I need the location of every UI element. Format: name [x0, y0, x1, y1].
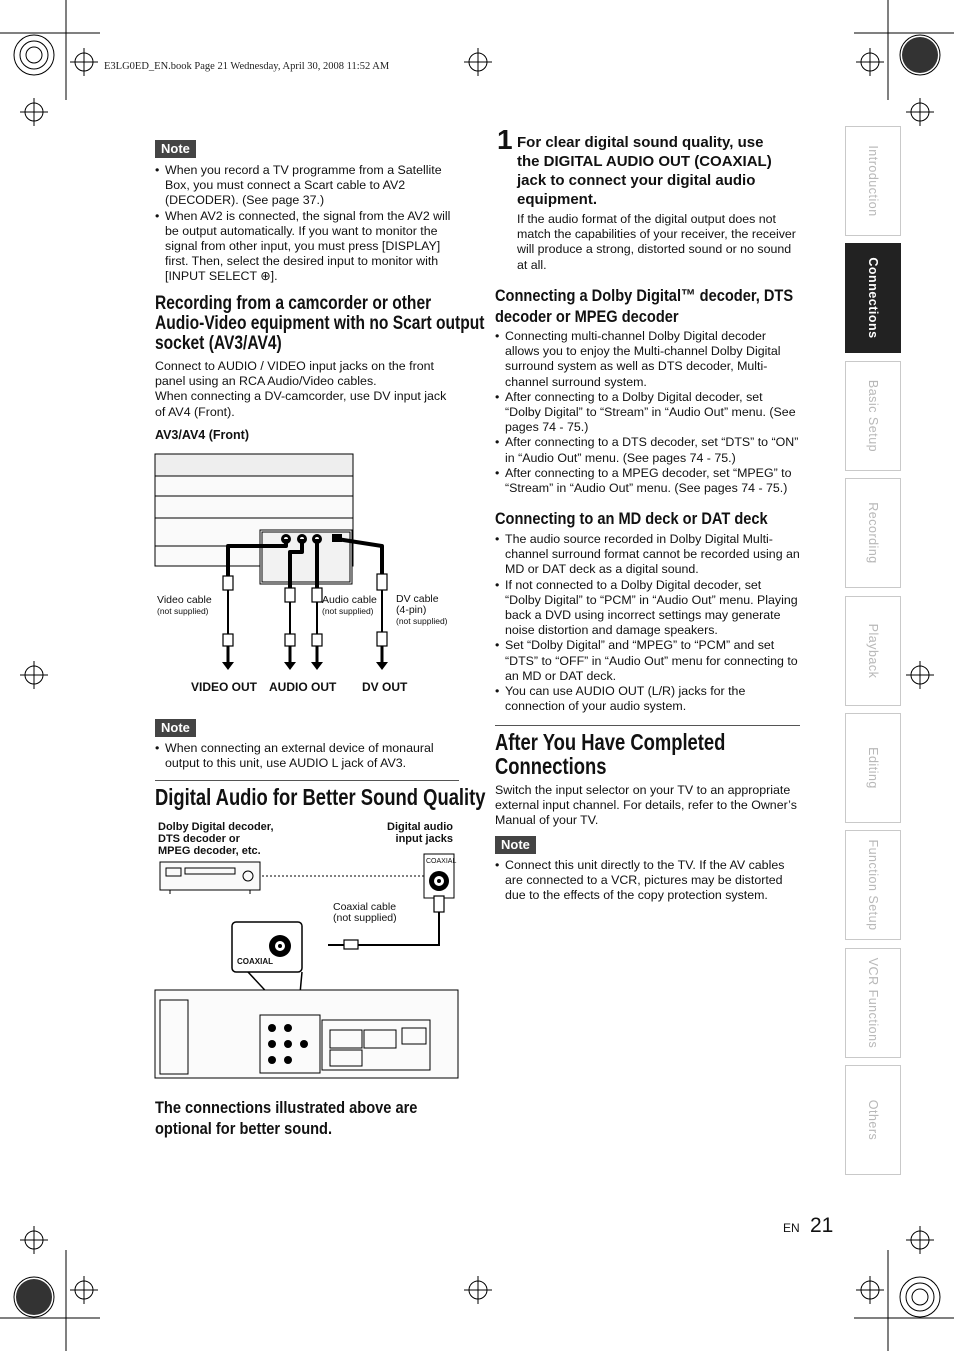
note-label: Note: [495, 836, 536, 854]
note-list: [495, 858, 800, 904]
front-panel-diagram: [150, 448, 460, 670]
list-item: • After connecting to a Dolby Digital decoder, set “Dolby Digital” to “Stream” in “Audio Out” menu. (See pages 74 - 75.): [495, 390, 800, 436]
list-item: • Set “Dolby Digital” and “MPEG” to “PCM” and set “DTS” to “OFF” in “Audio Out” menu for connecting to an MD or DAT deck.: [495, 638, 800, 684]
divider: [495, 725, 800, 726]
coaxial-jack-label: COAXIAL: [237, 957, 273, 966]
tab-others[interactable]: Others: [845, 1065, 901, 1175]
audio-out-label: AUDIO OUT: [269, 680, 337, 694]
list-item: • The audio source recorded in Dolby Digital Multi-channel surround format cannot be recorded using an MD or DAT deck as a digital sound.: [495, 532, 800, 578]
note-item: • When connecting an external device of monaural output to this unit, use AUDIO L jack of AV3.: [155, 741, 460, 771]
step-body: If the audio format of the digital output does not match the capabilities of your receiver, the receiver will produce a strong, distorted sound or no sound at all.: [517, 212, 796, 272]
step-number: 1: [497, 124, 513, 155]
note-1: [155, 140, 460, 285]
note-label: Note: [155, 140, 196, 158]
tab-vcr-functions[interactable]: VCR Functions: [845, 948, 901, 1058]
camcorder-body: Connect to AUDIO / VIDEO input jacks on the front panel using an RCA Audio/Video cables. When connecting a DV-camcorder, use DV input jack of AV4 (Front).: [155, 359, 447, 419]
tab-introduction[interactable]: Introduction: [845, 126, 901, 236]
print-header: E3LG0ED_EN.book Page 21 Wednesday, April 30, 2008 11:52 AM: [104, 61, 390, 72]
after-body: Switch the input selector on your TV to an appropriate external input channel. For details, refer to the Owner’s Manual of your TV.: [495, 783, 797, 828]
tab-recording[interactable]: Recording: [845, 478, 901, 588]
coaxial-small-label: COAXIAL: [426, 858, 457, 865]
dv-cable-label: DV cable (4-pin) (not supplied): [396, 593, 448, 626]
note-label: Note: [155, 719, 196, 737]
note-list: [155, 163, 460, 285]
audio-cable-label: Audio cable (not supplied): [322, 594, 377, 616]
decoder-device-label: Dolby Digital decoder, DTS decoder or MPEG decoder, etc.: [158, 821, 274, 857]
step-title: For clear digital sound quality, use the DIGITAL AUDIO OUT (COAXIAL) jack to connect your digital audio equipment.: [517, 134, 772, 208]
note-2: [155, 719, 460, 771]
tab-editing[interactable]: Editing: [845, 713, 901, 823]
optional-note: The connections illustrated above are optional for better sound.: [155, 1098, 418, 1138]
dv-out-label: DV OUT: [362, 680, 408, 694]
note-3: [495, 836, 800, 904]
after-title: After You Have Completed Connections: [495, 729, 726, 779]
tab-basic-setup[interactable]: Basic Setup: [845, 361, 901, 471]
divider: [155, 780, 459, 781]
section-title-camcorder: Recording from a camcorder or other Audio-Video equipment with no Scart output socket (AV3/AV4): [155, 293, 485, 354]
page-number: 21: [810, 1214, 834, 1237]
dolby-list: [495, 329, 800, 496]
note-item: • When AV2 is connected, the signal from the AV2 will be output automatically. If you want to monitor the signal from other input, you must press [DISPLAY] first. Then, select the desired input to monitor with [INPUT SELECT ⊕].: [155, 209, 460, 285]
section-title-digital-audio: Digital Audio for Better Sound Quality: [155, 784, 486, 810]
list-item: • You can use AUDIO OUT (L/R) jacks for the connection of your audio system.: [495, 684, 800, 714]
note-list: [155, 741, 460, 771]
md-list: [495, 532, 800, 714]
tab-function-setup[interactable]: Function Setup: [845, 830, 901, 940]
coaxial-cable-label: Coaxial cable (not supplied): [333, 901, 397, 924]
note-item: • Connect this unit directly to the TV. If the AV cables are connected to a VCR, pictures may be distorted due to the effects of the copy protection system.: [495, 858, 800, 904]
note-item: • When you record a TV programme from a Satellite Box, you must connect a Scart cable to AV2 (DECODER). (See page 37.): [155, 163, 460, 209]
list-item: • Connecting multi-channel Dolby Digital decoder allows you to enjoy the Multi-channel Dolby Digital surround system as well as DTS decoder, Multi-channel surround system.: [495, 329, 800, 390]
tab-playback[interactable]: Playback: [845, 596, 901, 706]
fig-title-av34: AV3/AV4 (Front): [155, 428, 249, 442]
coaxial-diagram: [150, 850, 460, 1082]
video-cable-label: Video cable (not supplied): [157, 594, 212, 616]
dolby-title: Connecting a Dolby Digital™ decoder, DTS decoder or MPEG decoder: [495, 286, 794, 326]
tab-connections[interactable]: Connections: [845, 243, 901, 353]
list-item: • If not connected to a Dolby Digital decoder, set “Dolby Digital” to “PCM” in “Audio Out” menu. Playing back a DVD using incorrect settings may generate noise distortion and damage speakers.: [495, 578, 800, 639]
list-item: • After connecting to a DTS decoder, set “DTS” to “ON” in “Audio Out” menu. (See pages 74 - 75.): [495, 435, 800, 465]
md-title: Connecting to an MD deck or DAT deck: [495, 509, 768, 528]
digital-input-label: Digital audio input jacks: [387, 821, 453, 845]
list-item: • After connecting to a MPEG decoder, set “MPEG” to “Stream” in “Audio Out” menu. (See pages 74 - 75.): [495, 466, 800, 496]
footer-lang: EN: [783, 1221, 800, 1235]
video-out-label: VIDEO OUT: [191, 680, 258, 694]
